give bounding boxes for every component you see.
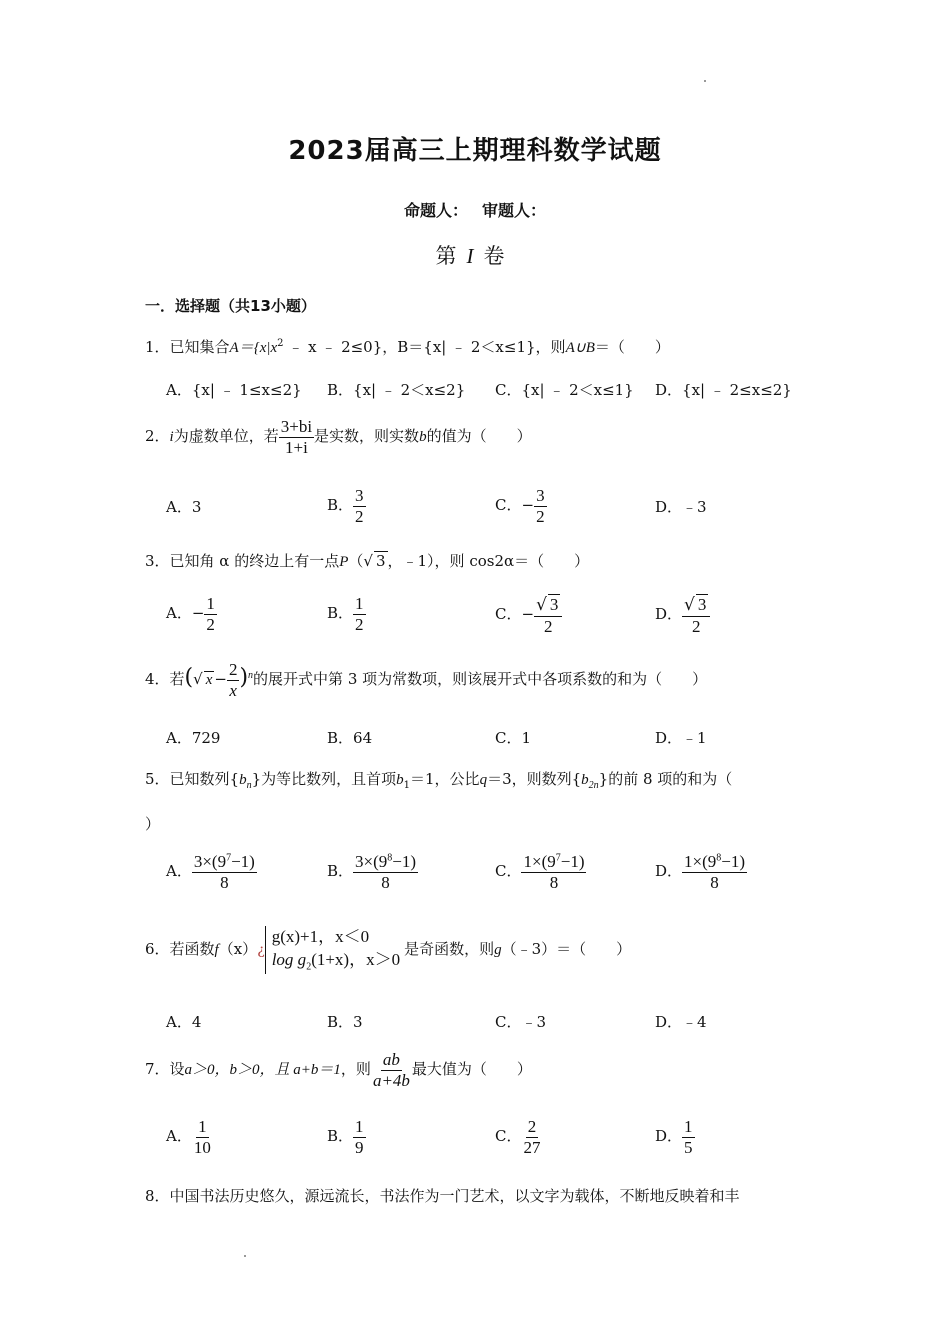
q2-option-b (327, 486, 366, 526)
q5-option-b-post: −1) (392, 852, 417, 871)
q3-option-b-label: B． (327, 604, 354, 623)
q2-option-b-num: 3 (355, 486, 364, 505)
q3-point-rest: ，﹣1），则 cos2α＝（ ） (387, 552, 590, 570)
q5-option-d (655, 852, 747, 892)
q6-case1: g(x)+1，x＜0 (271, 927, 370, 946)
q2-stem-c: 的值为（ ） (426, 427, 532, 446)
q7-frac-den: a+4b (372, 1070, 410, 1090)
q5-option-d-post: −1) (721, 852, 746, 871)
q3-point-open: （ (348, 552, 364, 570)
q4-option-b: B．64 (327, 729, 373, 747)
q3-option-b (327, 594, 366, 634)
q5-option-b (327, 852, 418, 892)
q3-option-d-label: D． (655, 605, 683, 624)
q1-option-d: D．{x| ﹣ 2≤x≤2} (655, 381, 792, 399)
volume-number: I (466, 244, 484, 268)
q5-option-d-pre: 1×(9 (684, 852, 717, 871)
q5-option-a-exp: 7 (226, 852, 232, 864)
q1-set-a: A＝{x|x (229, 340, 278, 356)
reviewer-label: 审题人： (482, 201, 547, 220)
q7-option-b (327, 1117, 366, 1157)
q3-option-c-label: C． (495, 605, 522, 624)
q7-cond: a＞0，b＞0，且 a+b＝1 (184, 1062, 341, 1079)
q5-option-c-label: C． (495, 862, 522, 881)
section-heading: 一．选择题（共13小题） (145, 297, 316, 315)
q6-case2-b: (1+x)，x＞0 (311, 949, 401, 969)
q5-option-d-label: D． (655, 862, 683, 881)
q5-b2: b (396, 772, 404, 788)
q3-option-c-sign: − (521, 605, 535, 624)
q5-option-b-exp: 8 (387, 852, 393, 864)
q5-option-a-pre: 3×(9 (193, 852, 227, 871)
q7-stem-c: 最大值为（ ） (411, 1060, 532, 1079)
q2-option-c-den: 2 (536, 506, 545, 526)
q7-frac-num: ab (382, 1050, 400, 1069)
q5-q: q (479, 772, 488, 788)
q6-paren: （x） (218, 939, 258, 958)
q5-option-d-exp: 8 (716, 852, 722, 864)
page-title: 2023届高三上期理科数学试题 (288, 136, 662, 166)
q6-stem-c: （﹣3）＝（ ） (501, 939, 632, 958)
q5-b3: b (581, 772, 589, 788)
q2-stem-a: 为虚数单位，若 (173, 427, 279, 446)
q7-option-d-num: 1 (684, 1117, 693, 1136)
q2-option-b-den: 2 (355, 506, 364, 526)
q2-option-c-sign: − (521, 496, 535, 515)
q5-sub-2n: 2n (588, 780, 599, 791)
q5-b1: b (239, 772, 247, 788)
q3-option-a-sign: − (191, 604, 205, 623)
q7-option-d (655, 1117, 695, 1157)
q5-stem-b: }为等比数列，且首项 (251, 770, 397, 788)
q7-option-a-num: 1 (198, 1117, 207, 1136)
question-1: 1．已知集合$A=\{x|x^2$ ﹣ x ﹣ 2≤0}，B＝{x| ﹣ 2＜x≤1}，则A∪B＝（ ） (145, 338, 670, 356)
q5-stem-c: ＝1，公比 (410, 770, 480, 788)
q1-option-c: C．{x| ﹣ 2＜x≤1} (495, 381, 634, 399)
question-5 (145, 768, 732, 791)
q7-option-b-num: 1 (355, 1117, 364, 1136)
q3-option-a-den: 2 (206, 614, 215, 634)
q1-option-b: B．{x| ﹣ 2＜x≤2} (327, 381, 466, 399)
q1-stem-c: ＝（ ） (594, 338, 670, 356)
q6-piecewise (265, 926, 400, 974)
q5-option-c-post: −1) (560, 852, 585, 871)
q6-option-b: B．3 (327, 1013, 363, 1031)
volume-heading (0, 240, 950, 270)
author-label: 命题人： (403, 201, 468, 220)
q3-root-arg: 3 (375, 552, 386, 570)
q7-option-d-den: 5 (684, 1137, 693, 1157)
q3-option-d-num: 3 (697, 595, 707, 614)
q6-stem-b: 是奇函数，则 (404, 939, 495, 958)
q3-option-d: D． $\frac{√ 3}{2}$ (655, 594, 710, 636)
q2-var-b: b (419, 429, 427, 446)
q7-option-b-label: B． (327, 1127, 354, 1146)
q4-paren-open: ( (184, 665, 194, 691)
q6-case2-a: log g (271, 949, 307, 969)
q2-frac-num: 3+bi (280, 417, 313, 436)
q6-case2-sub: 2 (306, 961, 312, 973)
q6-option-a: A．4 (166, 1013, 202, 1031)
q5-stem-d: ＝3，则数列{ (487, 770, 582, 788)
q1-stem-a: 1．已知集合 (145, 338, 230, 356)
q7-option-a-den: 10 (193, 1137, 211, 1157)
q5-sub-n: n (246, 780, 252, 791)
q3-var-p: P (339, 554, 349, 570)
question-6 (145, 926, 631, 974)
q4-var-x: x (205, 672, 213, 689)
q5-option-a-post: −1) (231, 852, 255, 871)
q7-option-c-num: 2 (527, 1117, 537, 1136)
q6-g: g (494, 941, 502, 958)
q6-option-c: C．﹣3 (495, 1013, 547, 1031)
authors-line (0, 198, 950, 221)
q7-option-a-label: A． (166, 1127, 192, 1146)
q3-option-a (166, 594, 217, 634)
q1-stem-b: ，则 (535, 338, 566, 356)
question-8: 8．中国书法历史悠久，源远流长，书法作为一门艺术，以文字为载体，不断地反映着和丰 (145, 1187, 740, 1205)
q3-option-b-den: 2 (355, 614, 364, 634)
question-7 (145, 1050, 532, 1090)
q2-option-c (495, 486, 547, 526)
q2-var-i: i (169, 429, 174, 446)
q2-stem-b: 是实数，则实数 (314, 427, 420, 446)
q5-stem-f: ） (145, 815, 161, 833)
q6-stem-a: 6．若函数 (145, 939, 215, 958)
q2-fraction (279, 417, 314, 457)
q2-option-c-num: 3 (536, 486, 545, 505)
q5-option-b-den: 8 (381, 872, 390, 892)
q7-option-b-den: 9 (355, 1137, 364, 1157)
q3-option-c-den: 2 (543, 616, 553, 636)
q1-option-a: A．{x| ﹣ 1≤x≤2} (166, 381, 302, 399)
q4-exp: n (248, 670, 254, 682)
q1-union: A∪B (565, 340, 595, 356)
q2-option-d: D．﹣3 (655, 498, 707, 516)
q2-option-c-label: C． (495, 496, 522, 515)
q2-option-a: A．3 (166, 498, 202, 516)
q7-stem-b: ，则 (340, 1060, 371, 1079)
q3-option-c: C．− $\frac{√ 3}{2}$ (495, 594, 562, 636)
q7-option-c-label: C． (495, 1127, 522, 1146)
q7-stem-a: 7．设 (145, 1060, 185, 1079)
q4-option-c: C．1 (495, 729, 532, 747)
q5-stem-e: }的前 8 项的和为（ (598, 770, 733, 788)
q5-option-c-den: 8 (549, 872, 559, 892)
q5-sub-1: 1 (403, 780, 411, 791)
q5-option-d-den: 8 (710, 872, 719, 892)
q4-option-a: A．729 (166, 729, 221, 747)
q7-option-c (495, 1117, 542, 1157)
q5-option-b-label: B． (327, 862, 354, 881)
q3-stem-a: 3．已知角 α 的终边上有一点 (145, 552, 340, 570)
q3-option-a-num: 1 (206, 594, 215, 613)
q2-option-b-label: B． (327, 496, 354, 515)
q4-option-d: D．﹣1 (655, 729, 707, 747)
q2-frac-den: 1+i (284, 437, 308, 457)
q5-option-c-exp: 7 (555, 852, 561, 864)
q3-option-c-num: 3 (549, 595, 559, 614)
q4-frac-den: x (229, 680, 237, 700)
q5-option-c-pre: 1×(9 (523, 852, 556, 871)
q7-option-a (166, 1117, 213, 1157)
q5-option-c (495, 852, 586, 892)
q4-stem-a: 4．若 (145, 670, 185, 689)
question-3: 3．已知角 α 的终边上有一点P（√ 3 ，﹣1），则 cos2α＝（ ） (145, 552, 590, 570)
q4-frac-num: 2 (228, 660, 238, 679)
q5-option-a-label: A． (166, 862, 192, 881)
q3-option-b-num: 1 (355, 594, 364, 613)
volume-prefix: 第 (435, 244, 467, 268)
q4-stem-b: 的展开式中第 3 项为常数项，则该展开式中各项系数的和为（ ） (253, 670, 708, 689)
q6-f: f (214, 941, 219, 958)
q7-option-c-den: 27 (523, 1137, 541, 1157)
q5-option-b-pre: 3×(9 (355, 852, 388, 871)
q1-set-a-tail: ﹣ x ﹣ 2≤0}，B＝{x| ﹣ 2＜x≤1} (283, 338, 536, 356)
q3-option-a-label: A． (166, 604, 192, 623)
q4-paren-close: ) (239, 665, 249, 691)
q4-minus: − (214, 670, 227, 689)
q6-option-d: D．﹣4 (655, 1013, 707, 1031)
q5-option-a-den: 8 (220, 872, 229, 892)
volume-suffix: 卷 (483, 244, 515, 268)
q3-option-d-den: 2 (691, 616, 701, 636)
q5-option-a (166, 852, 257, 892)
q5-stem-a: 5．已知数列{ (145, 770, 240, 788)
question-4: 4．若(√ x − $\frac{2}{x}$ )$^n$的展开式中第 3 项为常数项，则该展开式中各项系数的和为（ ） (145, 660, 708, 700)
question-2 (145, 417, 532, 457)
q2-num: 2． (145, 427, 170, 446)
q7-option-d-label: D． (655, 1127, 683, 1146)
q6-mark: ¿ (257, 941, 265, 958)
